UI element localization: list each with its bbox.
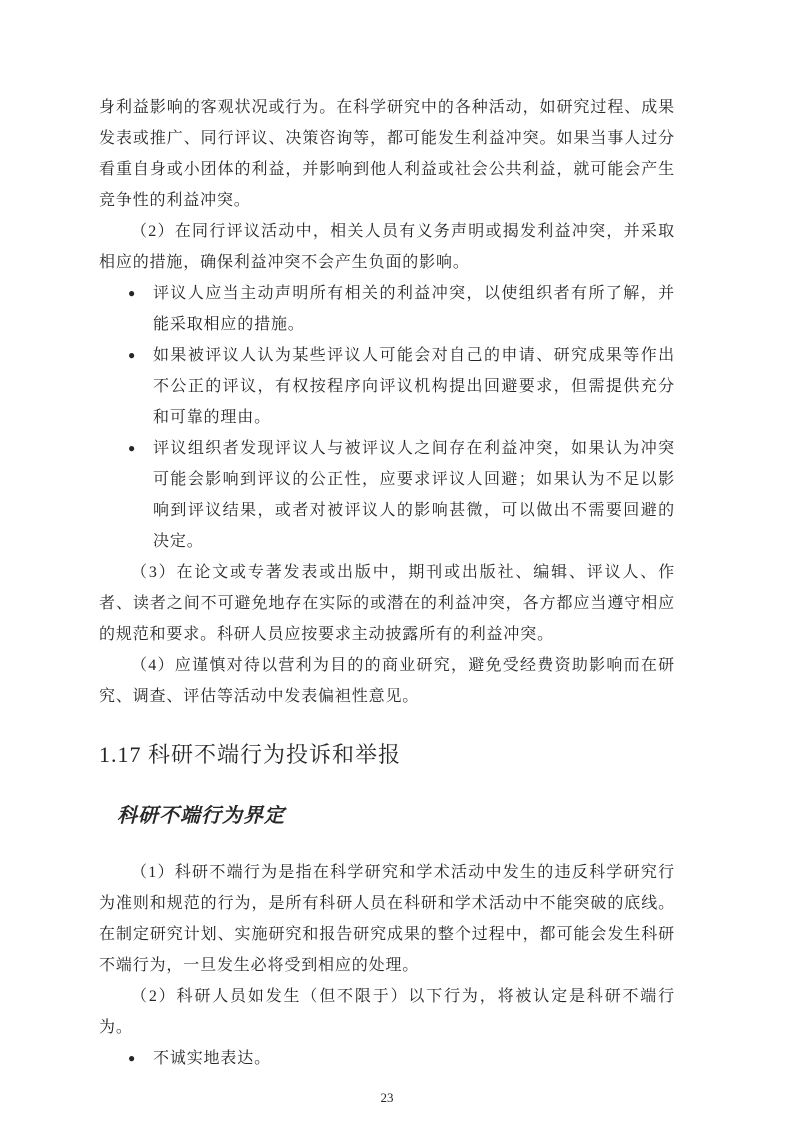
bullet-icon: ● xyxy=(128,1051,136,1065)
bullet-icon: ● xyxy=(128,286,136,300)
paragraph-commercial: （4）应谨慎对待以营利为目的的商业研究，避免受经费资助影响而在研究、调查、评估等活动中发表偏袒性意见。 xyxy=(99,657,675,705)
bullet-text: 如果被评议人认为某些评议人可能会对自己的申请、研究成果等作出不公正的评议，有权按程序向评议机构提出回避要求，但需提供充分和可靠的理由。 xyxy=(153,347,675,426)
bullet-text: 评议人应当主动声明所有相关的利益冲突，以使组织者有所了解，并能采取相应的措施。 xyxy=(153,285,675,333)
sub-heading: 科研不端行为界定 xyxy=(117,805,285,827)
bullet-icon: ● xyxy=(128,348,136,362)
bullet-text: 评议组织者发现评议人与被评议人之间存在利益冲突，如果认为冲突可能会影响到评议的公正性，应要求评议人回避；如果认为不足以影响到评议结果，或者对被评议人的影响甚微，可以做出不需要回避的决定。 xyxy=(153,440,675,550)
paragraph-peer-review: （2）在同行评议活动中，相关人员有义务声明或揭发利益冲突，并采取相应的措施，确保利益冲突不会产生负面的影响。 xyxy=(99,223,675,271)
paragraph-publishing: （3）在论文或专著发表或出版中，期刊或出版社、编辑、评议人、作者、读者之间不可避免地存在实际的或潜在的利益冲突，各方都应当遵守相应的规范和要求。科研人员应按要求主动披露所有的利益冲突。 xyxy=(99,564,675,643)
paragraph-misconduct-definition: （1）科研不端行为是指在科学研究和学术活动中发生的违反科学研究行为准则和规范的行为，是所有科研人员在科研和学术活动中不能突破的底线。在制定研究计划、实施研究和报告研究成果的整个过程中，都可能会发生科研不端行为，一旦发生必将受到相应的处理。 xyxy=(99,864,675,974)
list-item xyxy=(99,340,675,433)
list-item xyxy=(99,1043,675,1074)
list-item xyxy=(99,433,675,557)
bullet-text: 不诚实地表达。 xyxy=(153,1050,271,1067)
page-number: 23 xyxy=(380,1090,394,1105)
list-item xyxy=(99,278,675,340)
paragraph-misconduct-behaviors: （2）科研人员如发生（但不限于）以下行为，将被认定是科研不端行为。 xyxy=(99,988,675,1036)
misconduct-bullet-list xyxy=(99,1043,675,1074)
paragraph-conflict-continuation: 身利益影响的客观状况或行为。在科学研究中的各种活动，如研究过程、成果发表或推广、同行评议、决策咨询等，都可能发生利益冲突。如果当事人过分看重自身或小团体的利益，并影响到他人利益或社会公共利益，就可能会产生竞争性的利益冲突。 xyxy=(99,99,675,209)
bullet-icon: ● xyxy=(128,441,136,455)
conflict-bullet-list xyxy=(99,278,675,557)
section-heading: 1.17 科研不端行为投诉和举报 xyxy=(99,742,402,767)
